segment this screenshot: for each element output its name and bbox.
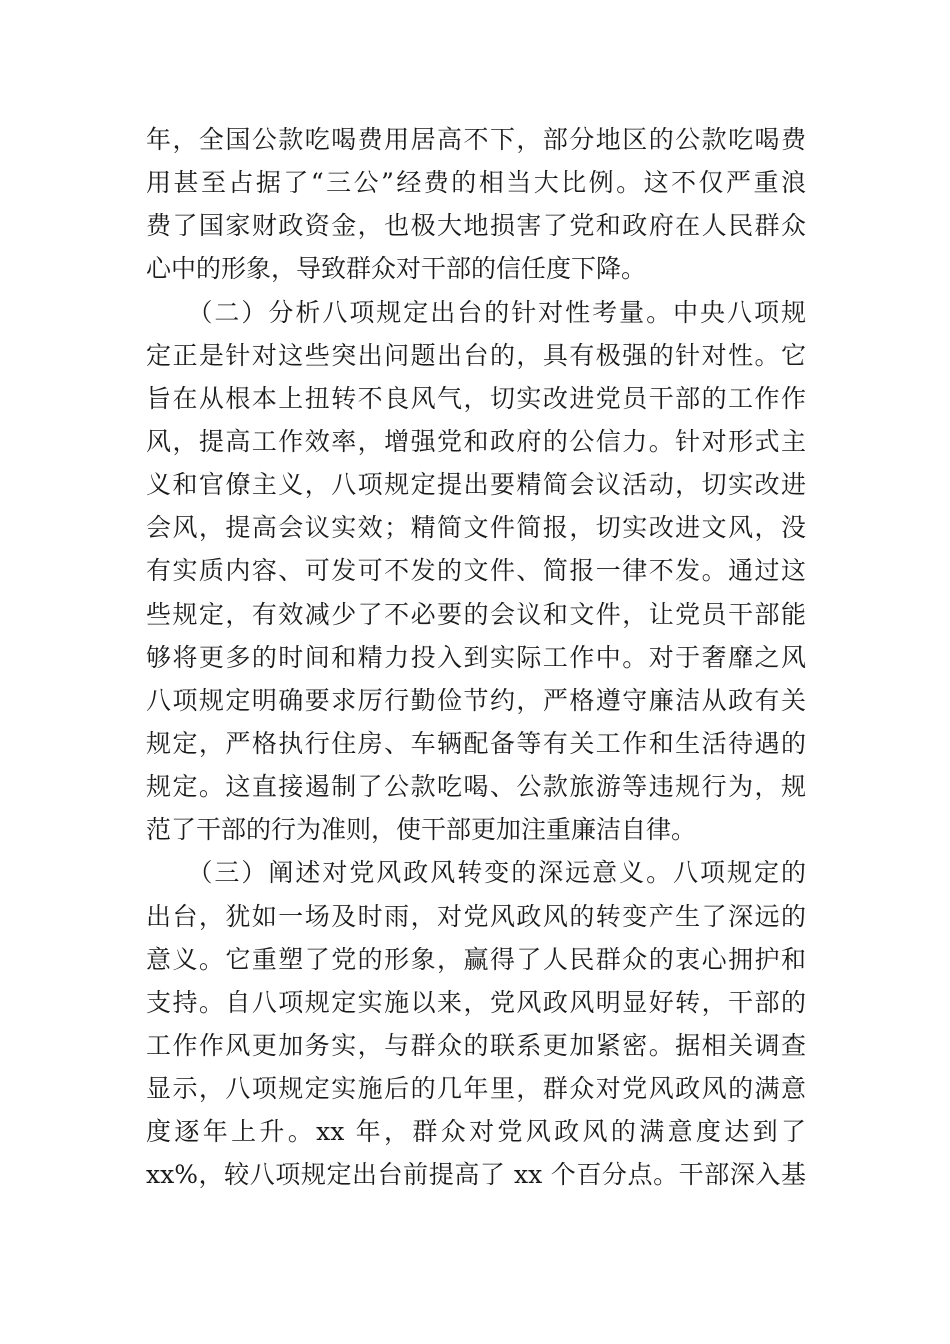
- text-line: 风，提高工作效率，增强党和政府的公信力。针对形式主: [146, 426, 806, 456]
- text-line: 规定。这直接遏制了公款吃喝、公款旅游等违规行为，规: [146, 772, 806, 802]
- text-line: 旨在从根本上扭转不良风气，切实改进党员干部的工作作: [146, 383, 806, 413]
- section-heading-line: （二）分析八项规定出台的针对性考量。中央八项规: [146, 297, 806, 327]
- text-line: 用甚至占据了“三公”经费的相当大比例。这不仅严重浪: [146, 168, 806, 198]
- text-line: 够将更多的时间和精力投入到实际工作中。对于奢靡之风: [146, 642, 806, 672]
- text-line: 规定，严格执行住房、车辆配备等有关工作和生活待遇的: [146, 728, 806, 758]
- text-line: 意义。它重塑了党的形象，赢得了人民群众的衷心拥护和: [146, 944, 806, 974]
- text-line: xx%，较八项规定出台前提高了 xx 个百分点。干部深入基: [146, 1160, 806, 1190]
- document-body: [146, 118, 806, 1197]
- text-line: 定正是针对这些突出问题出台的，具有极强的针对性。它: [146, 340, 806, 370]
- text-line: 度逐年上升。xx 年，群众对党风政风的满意度达到了: [146, 1117, 806, 1147]
- text-line: 些规定，有效减少了不必要的会议和文件，让党员干部能: [146, 599, 806, 629]
- text-line: 义和官僚主义，八项规定提出要精简会议活动，切实改进: [146, 470, 806, 500]
- text-line: 八项规定明确要求厉行勤俭节约，严格遵守廉洁从政有关: [146, 685, 806, 715]
- paragraph-end-line: 范了干部的行为准则，使干部更加注重廉洁自律。: [146, 815, 697, 845]
- text-line: 会风，提高会议实效；精简文件简报，切实改进文风，没: [146, 513, 806, 543]
- text-line: 支持。自八项规定实施以来，党风政风明显好转，干部的: [146, 987, 806, 1017]
- text-line: 出台，犹如一场及时雨，对党风政风的转变产生了深远的: [146, 901, 806, 931]
- text-line: 年，全国公款吃喝费用居高不下，部分地区的公款吃喝费: [146, 125, 806, 154]
- text-line: 费了国家财政资金，也极大地损害了党和政府在人民群众: [146, 211, 806, 241]
- section-heading-line: （三）阐述对党风政风转变的深远意义。八项规定的: [146, 858, 806, 888]
- paragraph-end-line: 心中的形象，导致群众对干部的信任度下降。: [146, 254, 647, 284]
- text-line: 有实质内容、可发可不发的文件、简报一律不发。通过这: [146, 556, 806, 586]
- text-line: 工作作风更加务实，与群众的联系更加紧密。据相关调查: [146, 1030, 806, 1060]
- text-line: 显示，八项规定实施后的几年里，群众对党风政风的满意: [146, 1074, 806, 1104]
